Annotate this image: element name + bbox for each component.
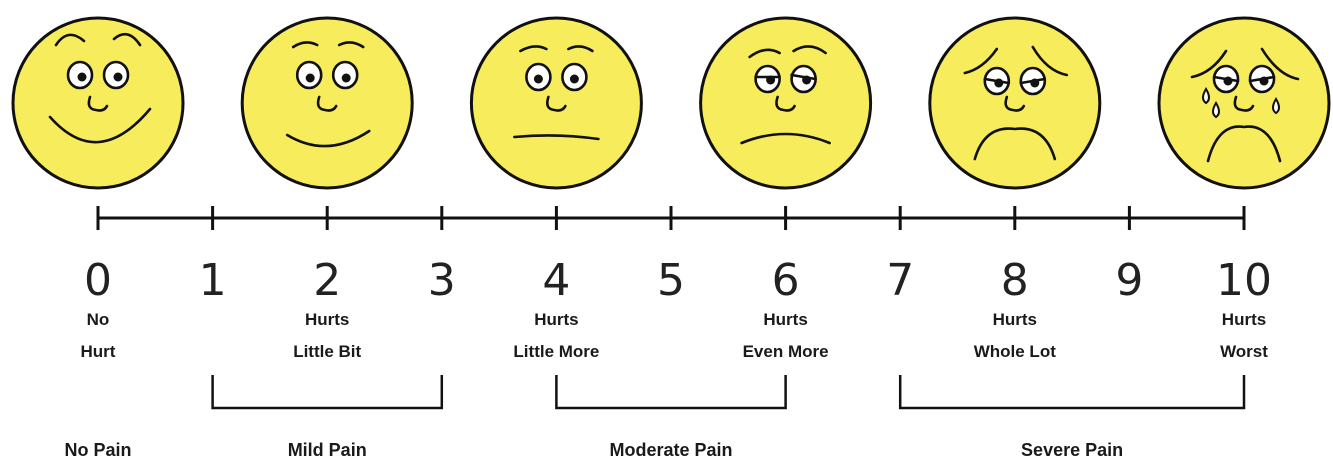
face-description-line: Whole Lot [973,342,1056,361]
tick-label: 0 [84,255,112,306]
tick-label: 1 [198,255,227,306]
tick-label: 10 [1216,255,1272,306]
category-bracket [556,375,785,408]
tick-label: 8 [1000,255,1029,306]
face-circle [13,18,183,188]
category-labels [64,440,1123,460]
face-description-line: Little More [513,342,600,361]
category-bracket [900,375,1244,408]
face-description-line: Hurt [80,342,116,361]
face-2-slight-smile [242,18,412,188]
tick-label: 2 [313,255,342,306]
face-descriptions [81,310,1269,361]
pupil [78,73,87,82]
scale-ticks [84,206,1272,306]
tick-label: 9 [1115,255,1144,306]
tear-drop [1213,103,1219,117]
tick-label: 3 [427,255,456,306]
face-circle [242,18,412,188]
face-6-slight-frown [701,18,871,188]
face-description-line: Hurts [1221,310,1267,329]
pupil [114,73,123,82]
face-description-line: Hurts [763,310,808,329]
tick-label: 7 [886,255,915,306]
pupil [306,74,315,83]
faces-row [13,18,1329,188]
tick-label: 4 [542,255,571,306]
face-circle [701,18,871,188]
face-description-line: Even More [742,342,829,361]
category-label: Mild Pain [287,440,367,460]
face-description-line: Hurts [992,310,1038,329]
category-label: Moderate Pain [609,440,733,460]
tick-label: 5 [657,255,685,306]
face-description-line: Worst [1220,342,1268,361]
category-label: Severe Pain [1021,440,1124,460]
face-description-line: No [86,310,110,329]
face-description-line: Hurts [304,310,350,329]
face-10-crying [1159,18,1329,188]
tear-drop [1203,89,1209,103]
pupil [534,75,543,84]
face-4-neutral [471,18,641,188]
face-circle [930,18,1100,188]
face-0-happy-smile [13,18,183,188]
tick-label: 6 [771,255,800,306]
face-8-frown [930,18,1100,188]
tear-drop [1273,99,1279,113]
face-description-line: Little Bit [293,342,362,361]
category-bracket [213,375,442,408]
category-brackets [213,375,1244,408]
face-circle [471,18,641,188]
pupil [570,75,579,84]
category-label: No Pain [64,440,132,460]
pupil [342,74,351,83]
face-description-line: Hurts [534,310,579,329]
face-circle [1159,18,1329,188]
